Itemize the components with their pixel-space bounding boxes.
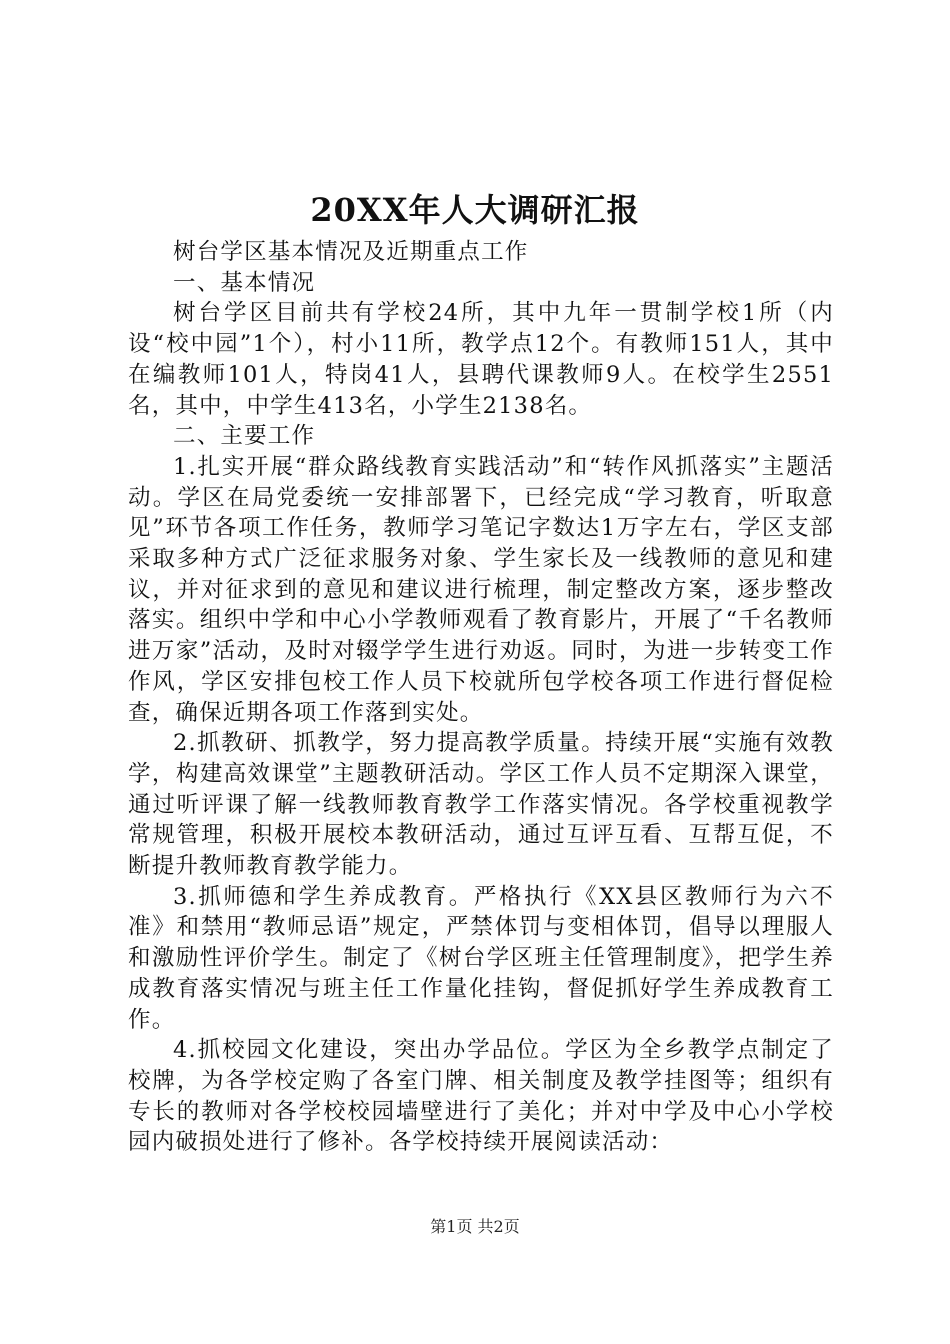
paragraph-work-item-3: 3.抓师德和学生养成教育。严格执行《XX县区教师行为六不准》和禁用“教师忌语”规定，严禁体罚与变相体罚，倡导以理服人和激励性评价学生。制定了《树台学区班主任管理制度》，把学生养成教育落实情况与班主任工作量化挂钩，督促抓好学生养成教育工作。: [128, 883, 834, 1033]
section-subtitle: 树台学区基本情况及近期重点工作: [173, 239, 529, 265]
paragraph-basic-info: 树台学区目前共有学校24所，其中九年一贯制学校1所（内设“校中园”1个），村小11所，教学点12个。有教师151人，其中在编教师101人，特岗41人，县聘代课教师9人。在校学生2551名，其中，中学生413名，小学生2138名。: [128, 300, 834, 419]
paragraph-work-item-4: 4.抓校园文化建设，突出办学品位。学区为全乡教学点制定了校牌，为各学校定购了各室门牌、相关制度及教学挂图等；组织有专长的教师对各学校校园墙壁进行了美化；并对中学及中心小学校园内破损处进行了修补。各学校持续开展阅读活动：: [128, 1037, 834, 1156]
section-heading-main-work: 二、主要工作: [173, 423, 316, 450]
document-title: 20XX年人大调研汇报: [310, 191, 640, 229]
document-body: [128, 237, 834, 1158]
section-heading-basic-info: 一、基本情况: [173, 269, 316, 296]
paragraph-work-item-1: 1.扎实开展“群众路线教育实践活动”和“转作风抓落实”主题活动。学区在局党委统一安排部署下，已经完成“学习教育，听取意见”环节各项工作任务，教师学习笔记字数达1万字左右，学区支部采取多种方式广泛征求服务对象、学生家长及一线教师的意见和建议，并对征求到的意见和建议进行梳理，制定整改方案，逐步整改落实。组织中学和中心小学教师观看了教育影片，开展了“千名教师进万家”活动，及时对辍学学生进行劝返。同时，为进一步转变工作作风，学区安排包校工作人员下校就所包学校各项工作进行督促检查，确保近期各项工作落到实处。: [128, 453, 834, 726]
page-indicator: 第1页 共2页: [430, 1217, 520, 1236]
paragraph-work-item-2: 2.抓教研、抓教学，努力提高教学质量。持续开展“实施有效教学，构建高效课堂”主题教研活动。学区工作人员不定期深入课堂，通过听评课了解一线教师教育教学工作落实情况。各学校重视教学常规管理，积极开展校本教研活动，通过互评互看、互帮互促，不断提升教师教育教学能力。: [128, 730, 834, 880]
